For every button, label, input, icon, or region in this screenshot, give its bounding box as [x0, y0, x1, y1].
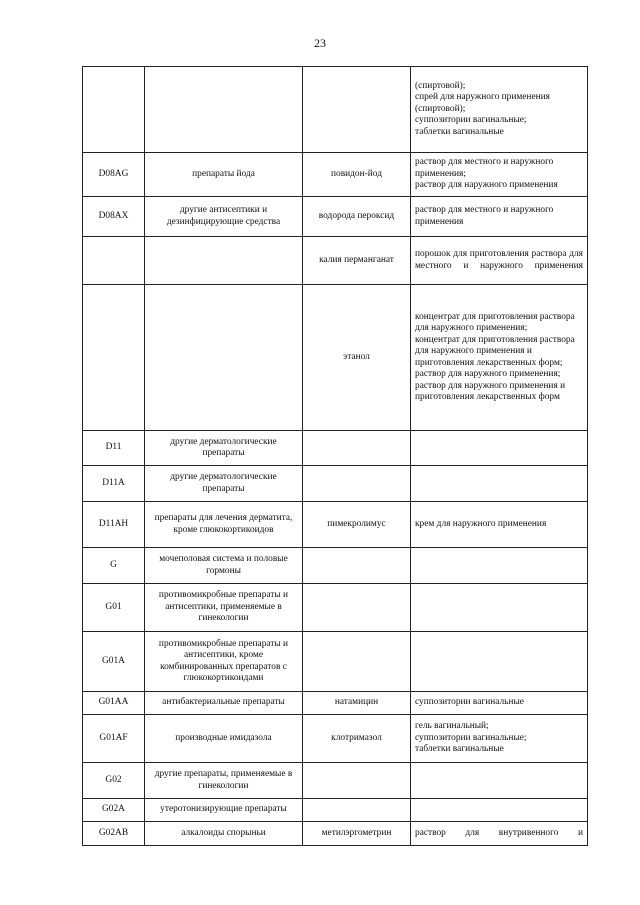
group-cell: противомикробные препараты и антисептики, применяемые в гинекологии [145, 584, 303, 632]
dosage-form-cell [411, 632, 588, 692]
atc-code-cell: D11A [83, 466, 145, 502]
table-row [83, 715, 588, 763]
dosage-form-cell [411, 584, 588, 632]
drug-name-cell [303, 67, 411, 153]
group-cell: препараты йода [145, 153, 303, 197]
group-cell: мочеполовая система и половые гормоны [145, 548, 303, 584]
group-cell: другие дерматологические препараты [145, 431, 303, 466]
group-cell: другие дерматологические препараты [145, 466, 303, 502]
group-cell: другие препараты, применяемые в гинекологии [145, 763, 303, 799]
drug-name-cell [303, 763, 411, 799]
dosage-form-cell: раствор для местного и наружного применения [411, 197, 588, 237]
atc-code-cell [83, 67, 145, 153]
group-cell: производные имидазола [145, 715, 303, 763]
atc-code-cell: G02AB [83, 822, 145, 846]
dosage-form-cell: раствор для местного и наружного применения; раствор для наружного применения [411, 153, 588, 197]
drug-name-cell: этанол [303, 285, 411, 431]
atc-code-cell: D08AX [83, 197, 145, 237]
group-cell: утеротонизирующие препараты [145, 799, 303, 822]
group-cell: антибактериальные препараты [145, 692, 303, 715]
drug-name-cell: водорода пероксид [303, 197, 411, 237]
table-row [83, 466, 588, 502]
group-cell: препараты для лечения дерматита, кроме глюкокортикоидов [145, 502, 303, 548]
table-row [83, 197, 588, 237]
drug-name-cell [303, 431, 411, 466]
dosage-form-cell: раствор для внутривенного и [411, 822, 588, 846]
drug-name-cell: повидон-йод [303, 153, 411, 197]
table-row [83, 584, 588, 632]
dosage-form-cell [411, 431, 588, 466]
dosage-form-cell [411, 548, 588, 584]
dosage-form-cell [411, 466, 588, 502]
table-row [83, 799, 588, 822]
dosage-form-cell: порошок для приготовления раствора для местного и наружного применения [411, 237, 588, 285]
dosage-form-cell: крем для наружного применения [411, 502, 588, 548]
table-row [83, 67, 588, 153]
table-row [83, 285, 588, 431]
dosage-form-cell: гель вагинальный; суппозитории вагинальные; таблетки вагинальные [411, 715, 588, 763]
group-cell: алкалоиды спорыньи [145, 822, 303, 846]
atc-code-cell: D08AG [83, 153, 145, 197]
dosage-form-cell [411, 799, 588, 822]
atc-code-cell [83, 237, 145, 285]
table-row [83, 431, 588, 466]
table-row [83, 763, 588, 799]
atc-code-cell: G01AA [83, 692, 145, 715]
table-row [83, 502, 588, 548]
dosage-form-cell: концентрат для приготовления раствора для наружного применения; концентрат для приготовления раствора для наружного применения и приготовления лекарственных форм; раствор для наружного применения; раствор для наружного применения и приготовления лекарственных форм [411, 285, 588, 431]
table-row [83, 822, 588, 846]
drug-name-cell [303, 799, 411, 822]
drug-name-cell: пимекролимус [303, 502, 411, 548]
drug-name-cell: метилэргометрин [303, 822, 411, 846]
atc-code-cell [83, 285, 145, 431]
atc-code-cell: G01A [83, 632, 145, 692]
drug-name-cell [303, 584, 411, 632]
atc-code-cell: G01AF [83, 715, 145, 763]
group-cell: другие антисептики и дезинфицирующие средства [145, 197, 303, 237]
atc-code-cell: G [83, 548, 145, 584]
group-cell [145, 67, 303, 153]
drug-name-cell: натамицин [303, 692, 411, 715]
drug-name-cell [303, 632, 411, 692]
drug-name-cell: калия перманганат [303, 237, 411, 285]
table-row [83, 548, 588, 584]
group-cell: противомикробные препараты и антисептики, кроме комбинированных препаратов с глюкокортикоидами [145, 632, 303, 692]
table-row [83, 237, 588, 285]
table-row [83, 692, 588, 715]
atc-code-cell: D11AH [83, 502, 145, 548]
dosage-form-cell [411, 763, 588, 799]
atc-code-cell: G02 [83, 763, 145, 799]
dosage-form-cell: (спиртовой); спрей для наружного применения (спиртовой); суппозитории вагинальные; таблетки вагинальные [411, 67, 588, 153]
atc-code-cell: G01 [83, 584, 145, 632]
page-number: 23 [314, 36, 326, 50]
atc-code-cell: D11 [83, 431, 145, 466]
drug-name-cell [303, 548, 411, 584]
group-cell [145, 285, 303, 431]
drug-name-cell: клотримазол [303, 715, 411, 763]
drug-name-cell [303, 466, 411, 502]
dosage-form-cell: суппозитории вагинальные [411, 692, 588, 715]
table-row [83, 632, 588, 692]
group-cell [145, 237, 303, 285]
atc-code-cell: G02A [83, 799, 145, 822]
drug-table [82, 66, 588, 846]
table-row [83, 153, 588, 197]
